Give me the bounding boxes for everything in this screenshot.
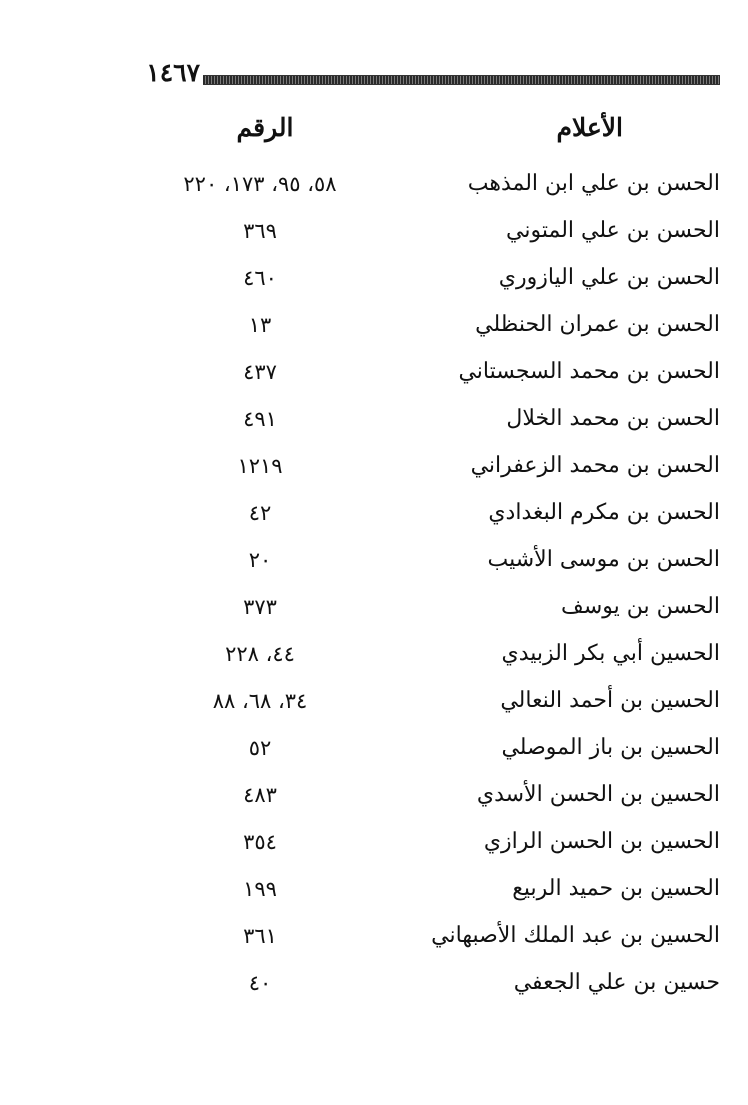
person-name: الحسين بن أحمد النعالي — [500, 688, 720, 713]
reference-numbers: ٤٩١ — [243, 407, 277, 431]
reference-numbers: ٣٦٩ — [243, 219, 277, 243]
page-number: ١٤٦٧ — [146, 58, 200, 87]
reference-numbers: ١٩٩ — [243, 877, 277, 901]
reference-numbers: ٤٢ — [248, 501, 272, 525]
index-row — [0, 491, 748, 538]
reference-numbers: ٤٤، ٢٢٨ — [225, 642, 295, 666]
person-name: الحسن بن علي ابن المذهب — [467, 171, 720, 196]
person-name: الحسن بن يوسف — [561, 594, 720, 619]
person-name: الحسين بن الحسن الرازي — [483, 829, 720, 854]
person-name: حسين بن علي الجعفي — [513, 970, 720, 995]
reference-numbers: ١٣ — [248, 313, 272, 337]
index-row — [0, 914, 748, 961]
person-name: الحسين بن عبد الملك الأصبهاني — [431, 923, 720, 948]
person-name: الحسن بن علي المتوني — [506, 218, 720, 243]
index-row — [0, 209, 748, 256]
reference-numbers: ٤٠ — [248, 971, 272, 995]
person-name: الحسن بن عمران الحنظلي — [475, 312, 720, 337]
reference-numbers: ٥٢ — [248, 736, 272, 760]
person-name: الحسن بن علي اليازوري — [498, 265, 720, 290]
index-row — [0, 303, 748, 350]
index-row — [0, 961, 748, 1008]
reference-numbers: ٥٨، ٩٥، ١٧٣، ٢٢٠ — [183, 172, 337, 196]
index-row — [0, 773, 748, 820]
reference-numbers: ١٢١٩ — [237, 454, 283, 478]
index-row — [0, 162, 748, 209]
numbers-column-header: الرقم — [236, 113, 294, 142]
person-name: الحسين بن باز الموصلي — [501, 735, 720, 760]
reference-numbers: ٣٤، ٦٨، ٨٨ — [212, 689, 308, 713]
index-row — [0, 820, 748, 867]
person-name: الحسن بن محمد الخلال — [506, 406, 720, 431]
reference-numbers: ٣٦١ — [243, 924, 277, 948]
index-row — [0, 350, 748, 397]
person-name: الحسن بن مكرم البغدادي — [488, 500, 720, 525]
person-name: الحسن بن موسى الأشيب — [487, 547, 720, 572]
reference-numbers: ٣٧٣ — [243, 595, 277, 619]
names-column-header: الأعلام — [556, 113, 623, 142]
person-name: الحسين أبي بكر الزبيدي — [501, 641, 720, 666]
person-name: الحسن بن محمد السجستاني — [458, 359, 720, 384]
index-row — [0, 867, 748, 914]
index-row — [0, 538, 748, 585]
reference-numbers: ٣٥٤ — [243, 830, 277, 854]
index-row — [0, 256, 748, 303]
person-name: الحسين بن حميد الربيع — [512, 876, 720, 901]
reference-numbers: ٤٣٧ — [243, 360, 277, 384]
person-name: الحسين بن الحسن الأسدي — [476, 782, 720, 807]
index-row — [0, 444, 748, 491]
reference-numbers: ٢٠ — [248, 548, 272, 572]
index-list — [0, 162, 748, 1008]
index-row — [0, 726, 748, 773]
index-row — [0, 679, 748, 726]
reference-numbers: ٤٨٣ — [243, 783, 277, 807]
index-row — [0, 397, 748, 444]
index-row — [0, 632, 748, 679]
person-name: الحسن بن محمد الزعفراني — [470, 453, 720, 478]
header-rule — [203, 75, 720, 85]
reference-numbers: ٤٦٠ — [243, 266, 277, 290]
index-row — [0, 585, 748, 632]
